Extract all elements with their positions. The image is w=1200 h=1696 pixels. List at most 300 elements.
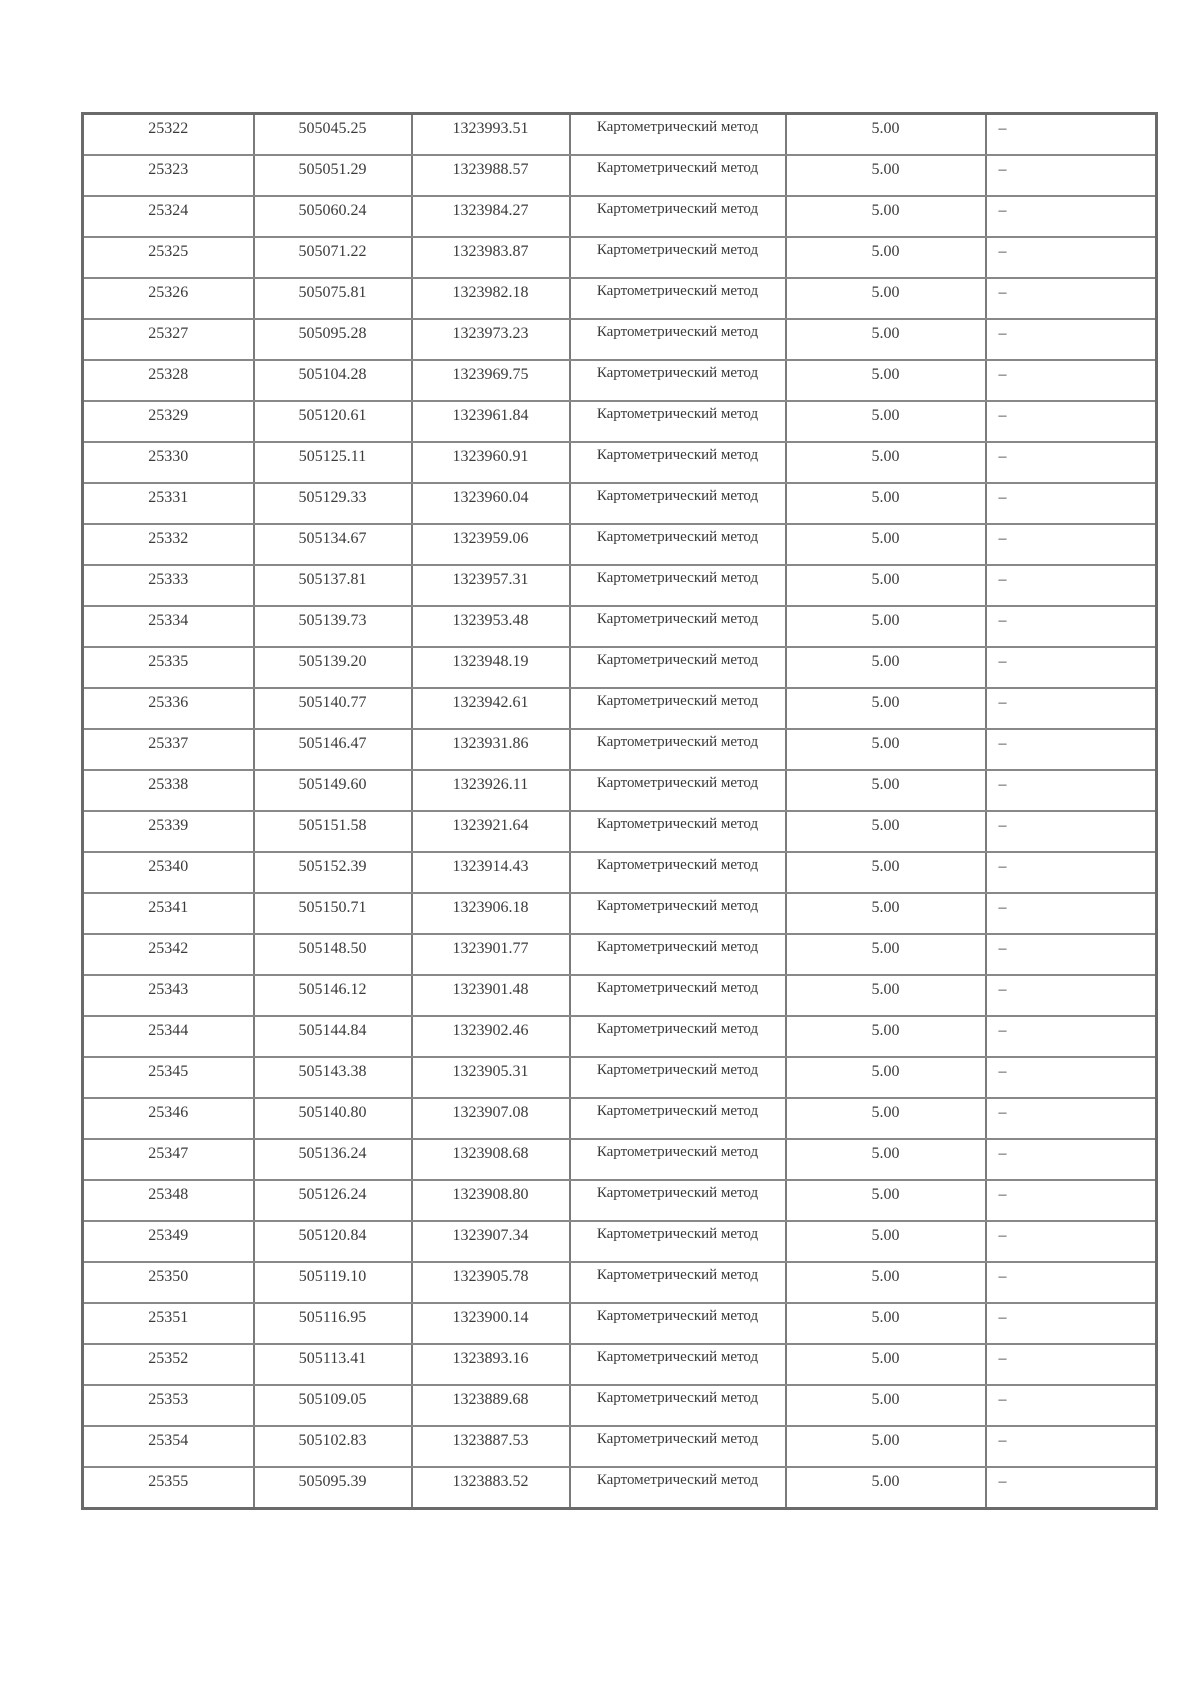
table-row <box>83 155 1157 196</box>
x-coordinate-text: 505148.50 <box>298 940 367 957</box>
x-coordinate-cell <box>254 483 412 524</box>
method-text: Картометрический метод <box>596 611 759 627</box>
table-row <box>83 524 1157 565</box>
x-coordinate-cell <box>254 1467 412 1509</box>
method-cell <box>570 1139 786 1180</box>
point-number-cell <box>83 1467 254 1509</box>
method-cell <box>570 647 786 688</box>
accuracy-cell <box>786 1139 986 1180</box>
accuracy-cell <box>786 893 986 934</box>
note-cell <box>986 647 1157 688</box>
table-row <box>83 114 1157 156</box>
method-cell <box>570 1426 786 1467</box>
x-coordinate-cell <box>254 442 412 483</box>
note-cell <box>986 524 1157 565</box>
x-coordinate-cell <box>254 524 412 565</box>
table-row <box>83 729 1157 770</box>
note-cell <box>986 852 1157 893</box>
point-number-text: 25338 <box>148 776 189 793</box>
point-number-cell <box>83 1098 254 1139</box>
accuracy-cell <box>786 278 986 319</box>
method-text: Картометрический метод <box>596 1226 759 1242</box>
accuracy-text: 5.00 <box>871 1186 900 1203</box>
table-row <box>83 606 1157 647</box>
x-coordinate-cell <box>254 1344 412 1385</box>
point-number-text: 25352 <box>148 1350 189 1367</box>
table-row <box>83 1344 1157 1385</box>
y-coordinate-cell <box>412 524 570 565</box>
point-number-cell <box>83 852 254 893</box>
note-cell <box>986 1098 1157 1139</box>
point-number-text: 25355 <box>148 1473 189 1490</box>
accuracy-cell <box>786 729 986 770</box>
note-cell <box>986 606 1157 647</box>
table-row <box>83 1180 1157 1221</box>
y-coordinate-text: 1323988.57 <box>452 161 529 178</box>
x-coordinate-text: 505150.71 <box>298 899 367 916</box>
method-cell <box>570 319 786 360</box>
y-coordinate-cell <box>412 606 570 647</box>
x-coordinate-cell <box>254 1139 412 1180</box>
note-cell <box>986 1262 1157 1303</box>
y-coordinate-cell <box>412 442 570 483</box>
y-coordinate-cell <box>412 1426 570 1467</box>
x-coordinate-cell <box>254 1385 412 1426</box>
point-number-text: 25329 <box>148 407 189 424</box>
method-text: Картометрический метод <box>596 1472 759 1488</box>
method-cell <box>570 1057 786 1098</box>
table-row <box>83 1139 1157 1180</box>
point-number-cell <box>83 934 254 975</box>
x-coordinate-text: 505149.60 <box>298 776 367 793</box>
accuracy-cell <box>786 196 986 237</box>
accuracy-cell <box>786 483 986 524</box>
x-coordinate-cell <box>254 1426 412 1467</box>
point-number-cell <box>83 360 254 401</box>
method-cell <box>570 1467 786 1509</box>
y-coordinate-cell <box>412 483 570 524</box>
point-number-cell <box>83 1016 254 1057</box>
table-row <box>83 975 1157 1016</box>
x-coordinate-text: 505151.58 <box>298 817 367 834</box>
note-text: – <box>998 202 1007 219</box>
x-coordinate-text: 505136.24 <box>298 1145 367 1162</box>
point-number-text: 25328 <box>148 366 189 383</box>
accuracy-text: 5.00 <box>871 489 900 506</box>
point-number-text: 25324 <box>148 202 189 219</box>
y-coordinate-text: 1323907.34 <box>452 1227 529 1244</box>
x-coordinate-text: 505126.24 <box>298 1186 367 1203</box>
point-number-cell <box>83 688 254 729</box>
method-cell <box>570 155 786 196</box>
point-number-cell <box>83 729 254 770</box>
note-cell <box>986 1221 1157 1262</box>
x-coordinate-text: 505060.24 <box>298 202 367 219</box>
method-text: Картометрический метод <box>596 1021 759 1037</box>
method-cell <box>570 1303 786 1344</box>
x-coordinate-cell <box>254 114 412 156</box>
y-coordinate-cell <box>412 1098 570 1139</box>
x-coordinate-text: 505116.95 <box>298 1309 367 1326</box>
table-row <box>83 1426 1157 1467</box>
x-coordinate-cell <box>254 893 412 934</box>
table-row <box>83 934 1157 975</box>
method-cell <box>570 237 786 278</box>
x-coordinate-text: 505095.39 <box>298 1473 367 1490</box>
y-coordinate-cell <box>412 565 570 606</box>
accuracy-text: 5.00 <box>871 1145 900 1162</box>
accuracy-text: 5.00 <box>871 817 900 834</box>
accuracy-cell <box>786 524 986 565</box>
point-number-cell <box>83 1262 254 1303</box>
table-body <box>83 114 1157 1509</box>
note-text: – <box>998 940 1007 957</box>
accuracy-text: 5.00 <box>871 899 900 916</box>
note-text: – <box>998 1186 1007 1203</box>
y-coordinate-text: 1323908.80 <box>452 1186 529 1203</box>
point-number-text: 25339 <box>148 817 189 834</box>
x-coordinate-text: 505146.47 <box>298 735 367 752</box>
point-number-cell <box>83 278 254 319</box>
method-text: Картометрический метод <box>596 242 759 258</box>
x-coordinate-text: 505134.67 <box>298 530 367 547</box>
note-text: – <box>998 407 1007 424</box>
y-coordinate-cell <box>412 1016 570 1057</box>
accuracy-text: 5.00 <box>871 1391 900 1408</box>
point-number-cell <box>83 196 254 237</box>
accuracy-text: 5.00 <box>871 1268 900 1285</box>
x-coordinate-text: 505120.61 <box>298 407 367 424</box>
y-coordinate-cell <box>412 114 570 156</box>
point-number-text: 25342 <box>148 940 189 957</box>
note-cell <box>986 1385 1157 1426</box>
point-number-text: 25347 <box>148 1145 189 1162</box>
y-coordinate-text: 1323983.87 <box>452 243 529 260</box>
y-coordinate-text: 1323900.14 <box>452 1309 529 1326</box>
point-number-text: 25325 <box>148 243 189 260</box>
point-number-text: 25327 <box>148 325 189 342</box>
note-cell <box>986 1016 1157 1057</box>
method-cell <box>570 1221 786 1262</box>
method-cell <box>570 606 786 647</box>
note-text: – <box>998 1473 1007 1490</box>
method-text: Картометрический метод <box>596 1349 759 1365</box>
note-cell <box>986 934 1157 975</box>
accuracy-text: 5.00 <box>871 735 900 752</box>
accuracy-text: 5.00 <box>871 1063 900 1080</box>
point-number-cell <box>83 1426 254 1467</box>
note-cell <box>986 1303 1157 1344</box>
x-coordinate-cell <box>254 1098 412 1139</box>
y-coordinate-cell <box>412 1303 570 1344</box>
accuracy-cell <box>786 934 986 975</box>
accuracy-text: 5.00 <box>871 571 900 588</box>
y-coordinate-text: 1323883.52 <box>452 1473 529 1490</box>
y-coordinate-text: 1323960.91 <box>452 448 529 465</box>
point-number-cell <box>83 319 254 360</box>
x-coordinate-cell <box>254 852 412 893</box>
y-coordinate-text: 1323993.51 <box>452 120 529 137</box>
point-number-text: 25323 <box>148 161 189 178</box>
table-row <box>83 442 1157 483</box>
method-cell <box>570 483 786 524</box>
accuracy-text: 5.00 <box>871 858 900 875</box>
table-row <box>83 1098 1157 1139</box>
method-text: Картометрический метод <box>596 447 759 463</box>
method-cell <box>570 1098 786 1139</box>
note-text: – <box>998 899 1007 916</box>
x-coordinate-text: 505095.28 <box>298 325 367 342</box>
point-number-cell <box>83 893 254 934</box>
x-coordinate-cell <box>254 360 412 401</box>
y-coordinate-text: 1323906.18 <box>452 899 529 916</box>
method-text: Картометрический метод <box>596 406 759 422</box>
method-cell <box>570 770 786 811</box>
method-cell <box>570 524 786 565</box>
accuracy-text: 5.00 <box>871 202 900 219</box>
point-number-text: 25345 <box>148 1063 189 1080</box>
note-cell <box>986 770 1157 811</box>
y-coordinate-text: 1323973.23 <box>452 325 529 342</box>
point-number-cell <box>83 647 254 688</box>
point-number-text: 25346 <box>148 1104 189 1121</box>
x-coordinate-text: 505146.12 <box>298 981 367 998</box>
accuracy-text: 5.00 <box>871 981 900 998</box>
method-cell <box>570 852 786 893</box>
y-coordinate-text: 1323905.31 <box>452 1063 529 1080</box>
accuracy-text: 5.00 <box>871 612 900 629</box>
point-number-text: 25335 <box>148 653 189 670</box>
table-row <box>83 1385 1157 1426</box>
y-coordinate-cell <box>412 360 570 401</box>
method-text: Картометрический метод <box>596 1103 759 1119</box>
table-row <box>83 483 1157 524</box>
x-coordinate-cell <box>254 729 412 770</box>
x-coordinate-text: 505109.05 <box>298 1391 367 1408</box>
x-coordinate-cell <box>254 1016 412 1057</box>
y-coordinate-cell <box>412 975 570 1016</box>
point-number-cell <box>83 524 254 565</box>
x-coordinate-cell <box>254 934 412 975</box>
point-number-cell <box>83 975 254 1016</box>
x-coordinate-text: 505045.25 <box>298 120 367 137</box>
method-text: Картометрический метод <box>596 693 759 709</box>
y-coordinate-text: 1323957.31 <box>452 571 529 588</box>
y-coordinate-text: 1323969.75 <box>452 366 529 383</box>
note-cell <box>986 401 1157 442</box>
table-row <box>83 360 1157 401</box>
point-number-cell <box>83 1139 254 1180</box>
y-coordinate-cell <box>412 278 570 319</box>
note-text: – <box>998 1022 1007 1039</box>
note-cell <box>986 1426 1157 1467</box>
y-coordinate-text: 1323926.11 <box>452 776 529 793</box>
method-text: Картометрический метод <box>596 1267 759 1283</box>
point-number-cell <box>83 1057 254 1098</box>
accuracy-cell <box>786 1426 986 1467</box>
x-coordinate-cell <box>254 319 412 360</box>
method-cell <box>570 1344 786 1385</box>
note-cell <box>986 319 1157 360</box>
point-number-cell <box>83 483 254 524</box>
note-text: – <box>998 1227 1007 1244</box>
accuracy-text: 5.00 <box>871 407 900 424</box>
x-coordinate-cell <box>254 565 412 606</box>
y-coordinate-text: 1323887.53 <box>452 1432 529 1449</box>
point-number-cell <box>83 237 254 278</box>
x-coordinate-text: 505139.20 <box>298 653 367 670</box>
x-coordinate-text: 505143.38 <box>298 1063 367 1080</box>
method-cell <box>570 196 786 237</box>
method-text: Картометрический метод <box>596 1062 759 1078</box>
table-row <box>83 647 1157 688</box>
point-number-text: 25341 <box>148 899 189 916</box>
method-text: Картометрический метод <box>596 857 759 873</box>
note-cell <box>986 237 1157 278</box>
method-cell <box>570 1262 786 1303</box>
point-number-cell <box>83 114 254 156</box>
method-text: Картометрический метод <box>596 1144 759 1160</box>
note-text: – <box>998 448 1007 465</box>
y-coordinate-text: 1323901.77 <box>452 940 529 957</box>
note-text: – <box>998 325 1007 342</box>
note-text: – <box>998 1145 1007 1162</box>
accuracy-cell <box>786 155 986 196</box>
table-row <box>83 401 1157 442</box>
y-coordinate-cell <box>412 319 570 360</box>
x-coordinate-cell <box>254 237 412 278</box>
note-cell <box>986 565 1157 606</box>
y-coordinate-cell <box>412 729 570 770</box>
method-text: Картометрический метод <box>596 570 759 586</box>
accuracy-cell <box>786 688 986 729</box>
y-coordinate-text: 1323984.27 <box>452 202 529 219</box>
note-text: – <box>998 1391 1007 1408</box>
point-number-text: 25337 <box>148 735 189 752</box>
point-number-text: 25340 <box>148 858 189 875</box>
x-coordinate-text: 505102.83 <box>298 1432 367 1449</box>
method-text: Картометрический метод <box>596 939 759 955</box>
x-coordinate-text: 505051.29 <box>298 161 367 178</box>
accuracy-text: 5.00 <box>871 366 900 383</box>
method-text: Картометрический метод <box>596 283 759 299</box>
accuracy-text: 5.00 <box>871 776 900 793</box>
method-cell <box>570 975 786 1016</box>
method-cell <box>570 1385 786 1426</box>
method-text: Картометрический метод <box>596 324 759 340</box>
note-text: – <box>998 1432 1007 1449</box>
note-cell <box>986 975 1157 1016</box>
x-coordinate-cell <box>254 401 412 442</box>
point-number-text: 25333 <box>148 571 189 588</box>
accuracy-text: 5.00 <box>871 120 900 137</box>
note-text: – <box>998 653 1007 670</box>
accuracy-cell <box>786 1221 986 1262</box>
table-row <box>83 852 1157 893</box>
note-cell <box>986 1139 1157 1180</box>
x-coordinate-cell <box>254 975 412 1016</box>
point-number-text: 25334 <box>148 612 189 629</box>
accuracy-cell <box>786 811 986 852</box>
x-coordinate-text: 505119.10 <box>298 1268 367 1285</box>
point-number-cell <box>83 401 254 442</box>
x-coordinate-text: 505140.80 <box>298 1104 367 1121</box>
note-text: – <box>998 489 1007 506</box>
method-cell <box>570 360 786 401</box>
y-coordinate-text: 1323901.48 <box>452 981 529 998</box>
x-coordinate-cell <box>254 1180 412 1221</box>
method-text: Картометрический метод <box>596 898 759 914</box>
point-number-text: 25351 <box>148 1309 189 1326</box>
method-text: Картометрический метод <box>596 529 759 545</box>
method-text: Картометрический метод <box>596 201 759 217</box>
point-number-cell <box>83 606 254 647</box>
point-number-text: 25348 <box>148 1186 189 1203</box>
accuracy-text: 5.00 <box>871 1022 900 1039</box>
y-coordinate-text: 1323889.68 <box>452 1391 529 1408</box>
x-coordinate-text: 505113.41 <box>298 1350 367 1367</box>
method-text: Картометрический метод <box>596 365 759 381</box>
note-cell <box>986 196 1157 237</box>
note-cell <box>986 688 1157 729</box>
accuracy-text: 5.00 <box>871 694 900 711</box>
accuracy-cell <box>786 606 986 647</box>
y-coordinate-text: 1323953.48 <box>452 612 529 629</box>
note-cell <box>986 893 1157 934</box>
method-cell <box>570 1180 786 1221</box>
accuracy-text: 5.00 <box>871 325 900 342</box>
y-coordinate-text: 1323942.61 <box>452 694 529 711</box>
accuracy-cell <box>786 1303 986 1344</box>
y-coordinate-cell <box>412 155 570 196</box>
note-cell <box>986 155 1157 196</box>
note-text: – <box>998 243 1007 260</box>
method-text: Картометрический метод <box>596 488 759 504</box>
table-row <box>83 319 1157 360</box>
note-cell <box>986 114 1157 156</box>
point-number-cell <box>83 1385 254 1426</box>
accuracy-cell <box>786 647 986 688</box>
x-coordinate-text: 505104.28 <box>298 366 367 383</box>
point-number-text: 25350 <box>148 1268 189 1285</box>
y-coordinate-cell <box>412 770 570 811</box>
accuracy-cell <box>786 1385 986 1426</box>
note-cell <box>986 360 1157 401</box>
method-text: Картометрический метод <box>596 775 759 791</box>
table-row <box>83 688 1157 729</box>
coordinates-table <box>81 112 1158 1510</box>
note-cell <box>986 483 1157 524</box>
accuracy-text: 5.00 <box>871 284 900 301</box>
y-coordinate-text: 1323905.78 <box>452 1268 529 1285</box>
x-coordinate-cell <box>254 1057 412 1098</box>
note-text: – <box>998 161 1007 178</box>
x-coordinate-text: 505140.77 <box>298 694 367 711</box>
y-coordinate-cell <box>412 1262 570 1303</box>
y-coordinate-cell <box>412 893 570 934</box>
y-coordinate-cell <box>412 688 570 729</box>
y-coordinate-cell <box>412 1057 570 1098</box>
note-text: – <box>998 612 1007 629</box>
method-cell <box>570 811 786 852</box>
note-text: – <box>998 530 1007 547</box>
point-number-text: 25343 <box>148 981 189 998</box>
point-number-text: 25326 <box>148 284 189 301</box>
accuracy-text: 5.00 <box>871 1473 900 1490</box>
y-coordinate-text: 1323960.04 <box>452 489 529 506</box>
method-text: Картометрический метод <box>596 1431 759 1447</box>
accuracy-cell <box>786 852 986 893</box>
